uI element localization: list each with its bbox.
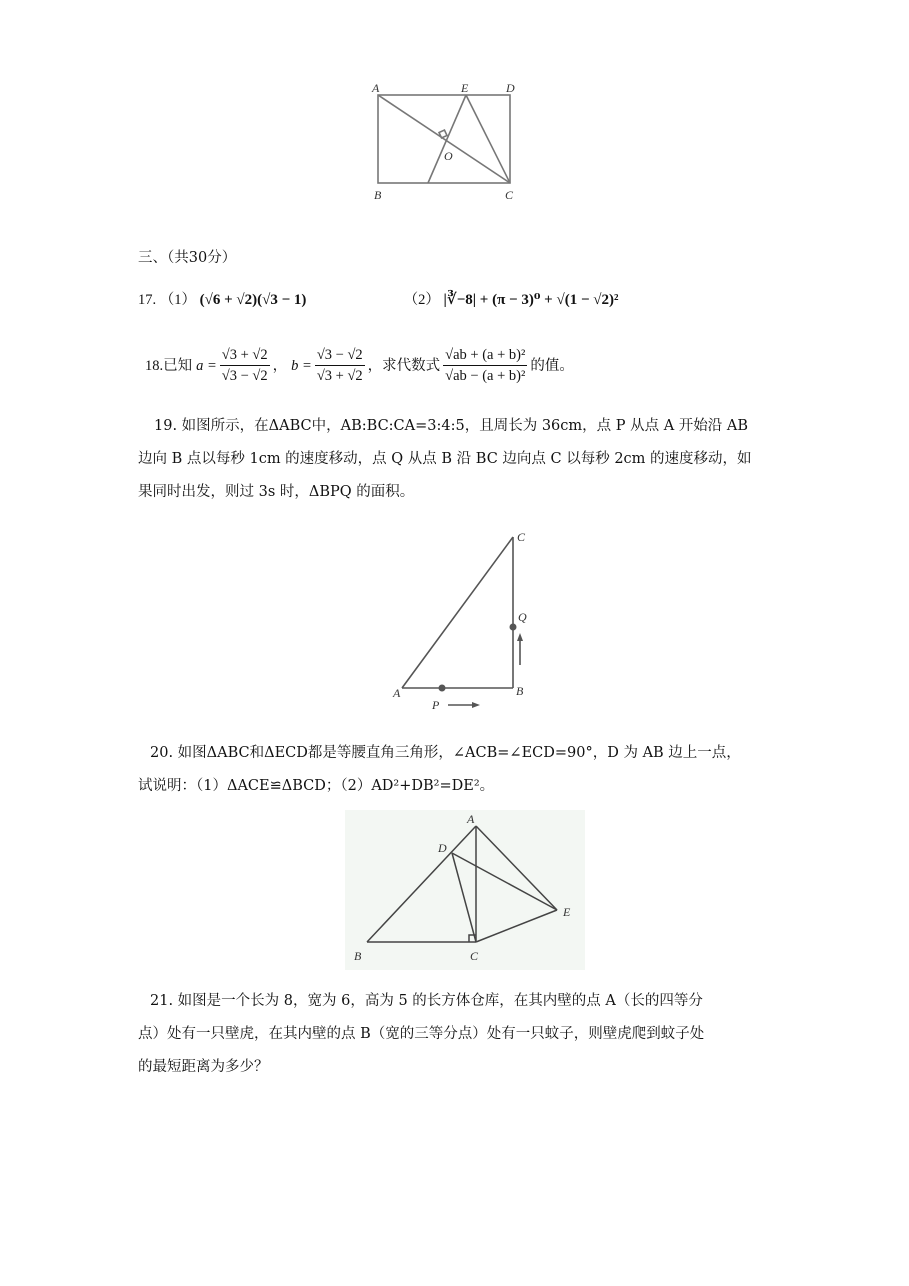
question-19 [138,410,778,509]
label-d: D [438,841,447,855]
q18-ask: ，求代数式 [367,357,441,374]
segment-e-bottom [428,95,466,183]
label-a: A [467,812,475,826]
label-e: E [461,81,469,95]
q18-separator: ， [272,357,288,374]
q21-line-1: 21. 如图是一个长为 8，宽为 6，高为 5 的长方体仓库，在其内壁的点 A（长的四等分 [150,993,703,1009]
label-c: C [470,949,479,963]
q17-number: 17. [138,292,157,308]
q18-b-numerator: √3 − √2 [315,346,365,366]
point-q [510,624,517,631]
label-d: D [506,81,515,95]
segment-ec [466,95,510,183]
q19-line-3: 果同时出发，则过 3s 时，ΔBPQ 的面积。 [138,484,415,500]
q18-expression-denominator: √ab − (a + b)² [445,368,526,384]
q20-line-2: 试说明：（1）ΔACE≌ΔBCD；（2）AD²+DB²=DE²。 [138,778,495,794]
label-p: P [432,698,440,712]
q18-a-var: a = [196,357,217,374]
q19-line-2: 边向 B 点以每秒 1cm 的速度移动，点 Q 从点 B 沿 BC 边向点 C 以每秒 2cm 的速度移动，如 [138,451,752,467]
label-b: B [374,188,382,202]
question-17 [138,288,778,312]
q18-lead: 已知 [163,357,193,374]
q18-a-fraction [220,346,270,385]
label-b: B [516,684,524,698]
q18-b-var: b = [291,357,312,374]
label-a: A [372,81,380,95]
q18-tail: 的值。 [530,357,574,374]
label-a: A [393,686,401,700]
q18-expression-fraction [443,346,527,385]
q18-b-denominator: √3 + √2 [316,368,363,384]
label-o: O [444,149,453,163]
right-angle-mark [439,130,447,138]
q17-part2-expr: |∛−8| + (π − 3)⁰ + √(1 − √2)² [443,292,619,308]
label-q: Q [518,610,527,624]
figure-triangles-abc-ecd-q20 [345,810,585,970]
arrow-p-head [472,702,480,708]
q17-part1-expr: (√6 + √2)(√3 − 1) [199,292,307,308]
label-b: B [354,949,362,963]
q18-a-numerator: √3 + √2 [220,346,270,366]
q17-part2-label: （2） [403,292,440,308]
question-18 [145,346,574,385]
arrow-q-head [517,633,523,641]
label-e: E [563,905,571,919]
q21-line-2: 点）处有一只壁虎，在其内壁的点 B（宽的三等分点）处有一只蚊子，则壁虎爬到蚊子处 [138,1026,705,1042]
question-20 [138,737,788,803]
q20-line-1: 20. 如图ΔABC和ΔECD都是等腰直角三角形，∠ACB=∠ECD=90°，D 为 AB 边上一点， [150,745,741,761]
question-21 [138,985,788,1084]
q17-part1-label: （1） [159,292,196,308]
q21-line-3: 的最短距离为多少？ [138,1059,269,1075]
side-ac [402,537,513,688]
q18-a-denominator: √3 − √2 [221,368,268,384]
point-p [439,685,446,692]
q18-expression-numerator: √ab + (a + b)² [443,346,527,366]
q18-b-fraction [315,346,365,385]
label-c: C [517,530,526,544]
q18-number: 18. [145,357,164,374]
q19-line-1: 19. 如图所示，在ΔABC中，AB:BC:CA=3:4:5，且周长为 36cm，点 P 从点 A 开始沿 AB [154,418,749,434]
label-c: C [505,188,514,202]
section-heading: 三、（共30分） [138,250,237,266]
figure-rectangle-abcd [360,75,540,205]
diagonal-ac [378,95,510,183]
figure-triangle-abc-q19 [380,525,550,720]
